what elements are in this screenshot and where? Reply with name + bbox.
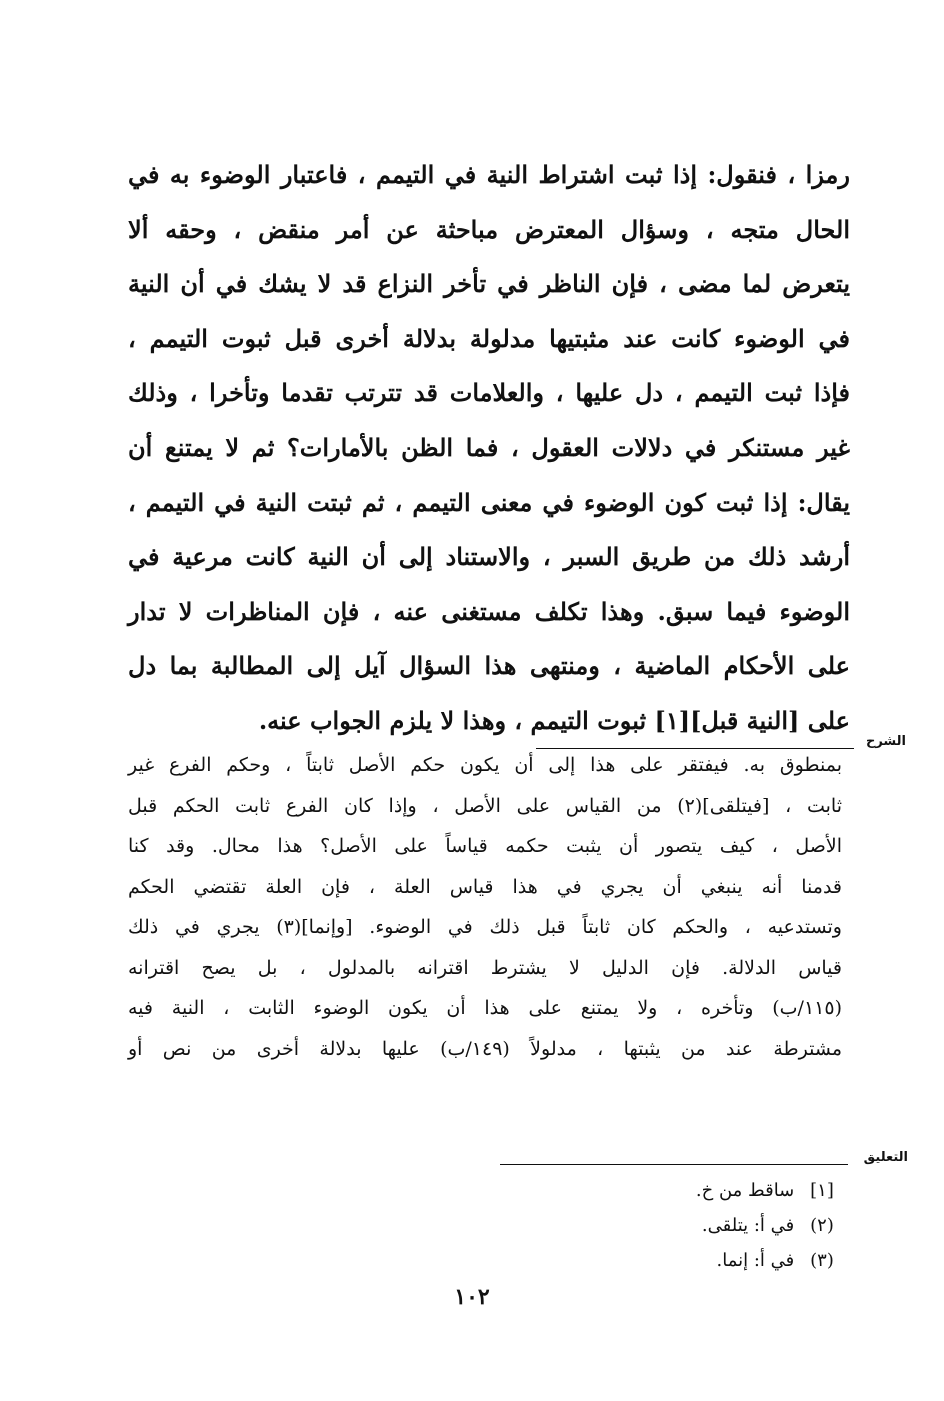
main-text-line: يقال: إذا ثبت كون الوضوء في معنى التيمم ، ثم ثبتت النية في التيمم ، <box>128 487 850 517</box>
commentary-line: قدمنا أنه ينبغي أن يجري في هذا قياس العلة ، فإن العلة تقتضي الحكم <box>128 875 842 898</box>
main-text-line: فإذا ثبت التيمم ، دل عليها ، والعلامات قد تترتب تقدما وتأخرا ، وذلك <box>128 378 851 408</box>
notes-label: التعليق <box>863 1150 908 1165</box>
page-number: ١٠٢ <box>454 1284 490 1310</box>
commentary-line: قياس الدلالة. فإن الدليل لا يشترط اقترانه بالمدلول ، بل يصح اقترانه <box>128 956 842 979</box>
main-text-line: على الأحكام الماضية ، ومنتهى هذا السؤال آيل إلى المطالبة بما دل <box>128 651 850 681</box>
main-text-line: رمزا ، فنقول: إذا ثبت اشتراط النية في التيمم ، فاعتبار الوضوء به في <box>128 160 850 189</box>
footnote-item <box>560 1244 844 1279</box>
footnote-item <box>560 1209 844 1244</box>
footnote-text: في أ: إنما. <box>716 1250 795 1271</box>
main-text-line: في الوضوء كانت عند مثبتيها مدلولة بدلالة أخرى قبل ثبوت التيمم ، <box>128 323 850 353</box>
footnote-item <box>560 1174 844 1209</box>
main-text-line: الوضوء فيما سبق. وهذا تكلف مستغنى عنه ، فإن المناظرات لا تدار <box>128 596 850 626</box>
notes-rule <box>500 1164 848 1165</box>
sharh-label: الشرح <box>865 734 906 749</box>
commentary-line: مشترطة عند من يثبتها ، مدلولاً (١٤٩/ب) عليها بدلالة أخرى من نص أو <box>128 1037 842 1060</box>
commentary-line: ثابت ، [فيتلقى](٢) من القياس على الأصل ، وإذا كان الفرع ثابت الحكم قبل <box>128 794 842 817</box>
footnote-number: (٢) <box>810 1215 834 1236</box>
main-text-line: أرشد ذلك من طريق السبر ، والاستناد إلى أن النية كانت مرعية في <box>128 542 850 572</box>
notes-divider <box>500 1150 908 1170</box>
footnotes <box>560 1174 844 1279</box>
main-text <box>128 148 850 749</box>
footnote-text: ساقط من خ. <box>695 1180 795 1201</box>
main-text-line: غير مستنكر في دلالات العقول ، فما الظن بالأمارات؟ ثم لا يمتنع أن <box>128 432 850 462</box>
commentary-line: (١١٥/ب) وتأخره ، ولا يمتنع على هذا أن يكون الوضوء الثابت ، النية فيه <box>128 997 842 1019</box>
main-text-line: على [النية قبل][١] ثبوت التيمم ، وهذا لا يلزم الجواب عنه. <box>258 705 850 735</box>
commentary-line: وتستدعيه ، والحكم كان ثابتاً قبل ذلك في الوضوء. [وإنما](٣) يجري في ذلك <box>128 916 842 938</box>
footnote-text: في أ: يتلقى. <box>701 1215 795 1236</box>
commentary-line: بمنطوق به. فيفتقر على هذا إلى أن يكون حكم الأصل ثابتاً ، وحكم الفرع غير <box>128 754 842 776</box>
footnote-number: [١] <box>810 1180 834 1201</box>
main-text-line: الحال متجه ، وسؤال المعترض مباحثة عن أمر منقض ، وحقه ألا <box>128 214 850 244</box>
footnote-number: (٣) <box>810 1250 834 1271</box>
main-text-line: يتعرض لما مضى ، فإن الناظر في تأخر النزاع قد لا يشك في أن النية <box>128 269 850 299</box>
commentary-line: الأصل ، كيف يتصور أن يثبت حكمه قياساً على الأصل؟ هذا محال. وقد كنا <box>128 835 842 857</box>
commentary-text <box>128 745 842 1069</box>
